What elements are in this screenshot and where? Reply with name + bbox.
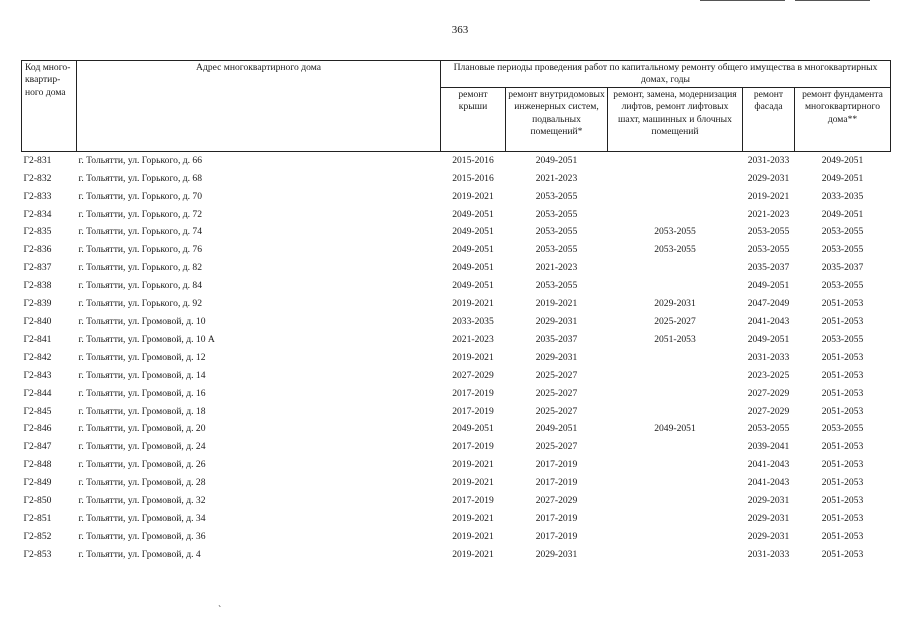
table-row <box>22 492 891 510</box>
cell-foundation: 2051-2053 <box>821 298 864 310</box>
cell-foundation: 2049-2051 <box>821 208 864 220</box>
cell-facade: 2021-2023 <box>747 208 790 220</box>
cell-roof: 2049-2051 <box>452 208 494 220</box>
cell-facade: 2031-2033 <box>747 548 790 560</box>
cell-facade: 2019-2021 <box>747 190 790 202</box>
cell-foundation: 2051-2053 <box>821 459 864 471</box>
cell-facade: 2029-2031 <box>747 530 790 542</box>
cell-roof: 2033-2035 <box>452 315 494 327</box>
cell-engineering: 2017-2019 <box>535 477 578 489</box>
cell-address: г. Тольятти, ул. Громовой, д. 10 А <box>78 333 215 345</box>
cell-roof: 2049-2051 <box>452 262 494 274</box>
cell-facade: 2027-2029 <box>747 387 790 399</box>
capital-repair-schedule-table <box>21 60 891 564</box>
cell-facade: 2041-2043 <box>747 459 790 471</box>
cell-engineering: 2053-2055 <box>535 208 578 220</box>
cell-foundation: 2051-2053 <box>821 530 864 542</box>
cell-elevators <box>608 206 743 224</box>
cell-engineering: 2029-2031 <box>535 315 578 327</box>
cell-code: Г2-841 <box>23 333 52 345</box>
cell-foundation: 2051-2053 <box>821 405 864 417</box>
cell-address: г. Тольятти, ул. Горького, д. 70 <box>78 190 203 202</box>
cell-roof: 2049-2051 <box>452 244 494 256</box>
table-row <box>22 385 891 403</box>
cell-foundation: 2053-2055 <box>821 333 864 345</box>
cell-address: г. Тольятти, ул. Горького, д. 92 <box>78 298 203 310</box>
cell-facade: 2047-2049 <box>747 298 790 310</box>
cell-code: Г2-832 <box>23 172 52 184</box>
table-row <box>22 259 891 277</box>
cell-code: Г2-836 <box>23 244 52 256</box>
cell-foundation: 2049-2051 <box>821 172 864 184</box>
cell-engineering: 2017-2019 <box>535 459 578 471</box>
cell-roof: 2027-2029 <box>452 369 494 381</box>
cell-foundation: 2051-2053 <box>821 315 864 327</box>
cell-facade: 2031-2033 <box>747 351 790 363</box>
stray-mark: ` <box>218 605 222 616</box>
table-row <box>22 313 891 331</box>
cell-address: г. Тольятти, ул. Горького, д. 66 <box>77 151 441 169</box>
cell-elevators <box>608 546 743 564</box>
cell-engineering: 2021-2023 <box>535 262 578 274</box>
cell-code: Г2-834 <box>23 208 52 220</box>
table-row <box>22 349 891 367</box>
cell-engineering: 2017-2019 <box>535 512 578 524</box>
cell-elevators: 2051-2053 <box>654 333 696 345</box>
cell-roof: 2015-2016 <box>452 172 494 184</box>
cell-elevators <box>608 188 743 206</box>
table-row <box>22 438 891 456</box>
cell-code: Г2-835 <box>23 226 52 238</box>
cell-foundation: 2051-2053 <box>821 387 864 399</box>
cell-foundation: 2051-2053 <box>821 441 864 453</box>
cell-code: Г2-851 <box>23 512 52 524</box>
cell-engineering: 2049-2051 <box>506 151 608 169</box>
cell-elevators <box>608 259 743 277</box>
cell-address: г. Тольятти, ул. Горького, д. 82 <box>78 262 203 274</box>
cell-roof: 2019-2021 <box>452 459 494 471</box>
cell-roof: 2049-2051 <box>452 226 494 238</box>
table-row <box>22 528 891 546</box>
cell-facade: 2027-2029 <box>747 405 790 417</box>
cell-elevators: 2053-2055 <box>654 244 696 256</box>
cell-code: Г2-846 <box>23 423 52 435</box>
cell-address: г. Тольятти, ул. Громовой, д. 10 <box>78 315 206 327</box>
header-foundation: ремонт фундамента многоквартирного дома** <box>795 87 891 151</box>
cell-facade: 2031-2033 <box>743 151 795 169</box>
header-elevators: ремонт, замена, модернизация лифтов, ремонт лифтовых шахт, машинных и блочных помещений <box>608 87 743 151</box>
cell-code: Г2-848 <box>23 459 52 471</box>
cell-foundation: 2051-2053 <box>821 477 864 489</box>
table-row <box>22 331 891 349</box>
cell-elevators <box>608 170 743 188</box>
header-roof: ремонт крыши <box>441 87 506 151</box>
cell-code: Г2-843 <box>23 369 52 381</box>
cell-address: г. Тольятти, ул. Громовой, д. 20 <box>78 423 206 435</box>
cell-elevators: 2025-2027 <box>654 315 696 327</box>
cell-foundation: 2053-2055 <box>821 280 864 292</box>
table-row <box>22 420 891 438</box>
cell-engineering: 2053-2055 <box>535 190 578 202</box>
cell-roof: 2017-2019 <box>452 405 494 417</box>
header-facade: ремонт фасада <box>743 87 795 151</box>
cell-address: г. Тольятти, ул. Громовой, д. 18 <box>78 405 206 417</box>
cell-foundation: 2051-2053 <box>821 351 864 363</box>
cell-roof: 2015-2016 <box>441 151 506 169</box>
cell-roof: 2019-2021 <box>452 351 494 363</box>
cell-code: Г2-852 <box>23 530 52 542</box>
table-body <box>22 151 891 563</box>
cell-facade: 2049-2051 <box>747 333 790 345</box>
cell-foundation: 2051-2053 <box>821 548 864 560</box>
cell-facade: 2053-2055 <box>747 226 790 238</box>
cell-roof: 2019-2021 <box>452 190 494 202</box>
cell-engineering: 2025-2027 <box>535 369 578 381</box>
cell-address: г. Тольятти, ул. Громовой, д. 26 <box>78 459 206 471</box>
cell-engineering: 2025-2027 <box>535 387 578 399</box>
cell-engineering: 2049-2051 <box>535 423 578 435</box>
cell-roof: 2049-2051 <box>452 280 494 292</box>
cell-facade: 2041-2043 <box>747 315 790 327</box>
cell-roof: 2021-2023 <box>452 333 494 345</box>
cell-elevators <box>608 474 743 492</box>
cell-foundation: 2051-2053 <box>821 512 864 524</box>
header-address: Адрес многоквартирного дома <box>77 61 441 152</box>
cell-elevators: 2029-2031 <box>654 298 696 310</box>
cell-address: г. Тольятти, ул. Горького, д. 74 <box>78 226 203 238</box>
scan-artifact-line <box>700 0 785 1</box>
cell-facade: 2053-2055 <box>747 423 790 435</box>
table-row <box>22 151 891 169</box>
cell-foundation: 2053-2055 <box>821 244 864 256</box>
cell-elevators <box>608 403 743 421</box>
cell-address: г. Тольятти, ул. Горького, д. 68 <box>78 172 203 184</box>
cell-code: Г2-845 <box>23 405 52 417</box>
table-row <box>22 241 891 259</box>
cell-elevators <box>608 456 743 474</box>
cell-address: г. Тольятти, ул. Громовой, д. 28 <box>78 477 206 489</box>
cell-code: Г2-833 <box>23 190 52 202</box>
scan-artifact-line <box>795 0 870 1</box>
cell-code: Г2-842 <box>23 351 52 363</box>
cell-elevators: 2053-2055 <box>654 226 696 238</box>
cell-facade: 2053-2055 <box>747 244 790 256</box>
cell-roof: 2017-2019 <box>452 441 494 453</box>
table-row <box>22 170 891 188</box>
cell-address: г. Тольятти, ул. Громовой, д. 36 <box>78 530 206 542</box>
page-number: 363 <box>451 24 469 36</box>
cell-roof: 2019-2021 <box>452 477 494 489</box>
cell-engineering: 2053-2055 <box>535 244 578 256</box>
table-row <box>22 403 891 421</box>
cell-engineering: 2053-2055 <box>535 280 578 292</box>
cell-address: г. Тольятти, ул. Горького, д. 76 <box>78 244 203 256</box>
table-row <box>22 510 891 528</box>
table-row <box>22 188 891 206</box>
cell-facade: 2039-2041 <box>747 441 790 453</box>
cell-elevators <box>608 277 743 295</box>
table-row <box>22 277 891 295</box>
cell-address: г. Тольятти, ул. Горького, д. 72 <box>78 208 203 220</box>
cell-foundation: 2049-2051 <box>795 151 891 169</box>
cell-elevators <box>608 367 743 385</box>
cell-facade: 2035-2037 <box>747 262 790 274</box>
cell-foundation: 2033-2035 <box>821 190 864 202</box>
cell-engineering: 2053-2055 <box>535 226 578 238</box>
table-row <box>22 295 891 313</box>
cell-address: г. Тольятти, ул. Громовой, д. 34 <box>78 512 206 524</box>
cell-roof: 2049-2051 <box>452 423 494 435</box>
cell-address: г. Тольятти, ул. Громовой, д. 12 <box>78 351 206 363</box>
table-row <box>22 367 891 385</box>
cell-engineering: 2029-2031 <box>535 548 578 560</box>
header-engineering: ремонт внутридомовых инженерных систем, подвальных помещений* <box>506 87 608 151</box>
cell-roof: 2019-2021 <box>452 298 494 310</box>
cell-address: г. Тольятти, ул. Громовой, д. 14 <box>78 369 206 381</box>
cell-elevators <box>608 151 743 169</box>
cell-address: г. Тольятти, ул. Громовой, д. 4 <box>78 548 201 560</box>
cell-facade: 2023-2025 <box>747 369 790 381</box>
cell-code: Г2-844 <box>23 387 52 399</box>
cell-elevators <box>608 528 743 546</box>
cell-facade: 2029-2031 <box>747 495 790 507</box>
cell-elevators <box>608 492 743 510</box>
cell-engineering: 2021-2023 <box>535 172 578 184</box>
cell-code: Г2-840 <box>23 315 52 327</box>
cell-engineering: 2025-2027 <box>535 441 578 453</box>
cell-engineering: 2025-2027 <box>535 405 578 417</box>
cell-roof: 2017-2019 <box>452 387 494 399</box>
cell-foundation: 2053-2055 <box>821 423 864 435</box>
header-row-top <box>22 61 891 88</box>
cell-foundation: 2035-2037 <box>821 262 864 274</box>
cell-facade: 2029-2031 <box>747 172 790 184</box>
cell-address: г. Тольятти, ул. Громовой, д. 24 <box>78 441 206 453</box>
cell-elevators <box>608 349 743 367</box>
cell-code: Г2-849 <box>23 477 52 489</box>
table-row <box>22 223 891 241</box>
cell-code: Г2-847 <box>23 441 52 453</box>
cell-code: Г2-853 <box>23 548 52 560</box>
cell-engineering: 2029-2031 <box>535 351 578 363</box>
cell-roof: 2019-2021 <box>452 512 494 524</box>
cell-address: г. Тольятти, ул. Горького, д. 84 <box>78 280 203 292</box>
cell-elevators <box>608 510 743 528</box>
cell-code: Г2-850 <box>23 495 52 507</box>
cell-foundation: 2051-2053 <box>821 369 864 381</box>
cell-elevators <box>608 438 743 456</box>
cell-elevators: 2049-2051 <box>654 423 696 435</box>
cell-engineering: 2035-2037 <box>535 333 578 345</box>
cell-engineering: 2027-2029 <box>535 495 578 507</box>
cell-code: Г2-838 <box>23 280 52 292</box>
cell-address: г. Тольятти, ул. Громовой, д. 32 <box>78 495 206 507</box>
cell-address: г. Тольятти, ул. Громовой, д. 16 <box>78 387 206 399</box>
cell-facade: 2049-2051 <box>747 280 790 292</box>
table-row <box>22 456 891 474</box>
cell-code: Г2-831 <box>22 151 77 169</box>
cell-engineering: 2017-2019 <box>535 530 578 542</box>
cell-engineering: 2019-2021 <box>535 298 578 310</box>
cell-code: Г2-839 <box>23 298 52 310</box>
cell-foundation: 2051-2053 <box>821 495 864 507</box>
table-row <box>22 474 891 492</box>
cell-foundation: 2053-2055 <box>821 226 864 238</box>
cell-roof: 2019-2021 <box>452 548 494 560</box>
cell-elevators <box>608 385 743 403</box>
table-row <box>22 206 891 224</box>
cell-facade: 2029-2031 <box>747 512 790 524</box>
cell-facade: 2041-2043 <box>747 477 790 489</box>
cell-roof: 2017-2019 <box>452 495 494 507</box>
header-code: Код много-квартир-ного дома <box>22 61 77 152</box>
header-periods: Плановые периоды проведения работ по капитальному ремонту общего имущества в многоквартирных домах, годы <box>441 61 891 88</box>
cell-code: Г2-837 <box>23 262 52 274</box>
cell-roof: 2019-2021 <box>452 530 494 542</box>
table-row <box>22 546 891 564</box>
